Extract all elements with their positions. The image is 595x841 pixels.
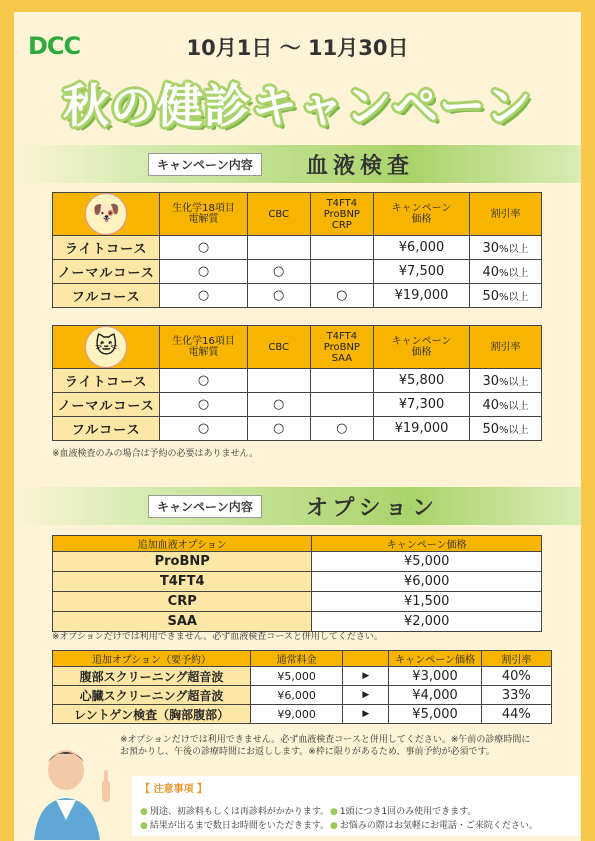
header-cell: キャンペーン 価格 [374,326,470,369]
price-cell: ¥3,000 [389,667,481,686]
section-heading-blood: 血液検査 [306,154,415,179]
price-cell: ¥5,000 [389,705,481,724]
notice-title: 【 注意事項 】 [140,784,207,795]
section-band-blood [14,145,581,183]
campaign-tag: キャンペーン内容 [148,153,262,176]
arrow-icon: ▶ [343,705,389,724]
header-cell: 生化学18項目 電解質 [160,193,247,236]
notice-item: ● お悩みの際はお気軽にお電話・ご来院ください。 [330,818,538,831]
notice-box [132,776,580,836]
table-row [53,284,542,308]
check-cell [310,393,373,417]
doctor-illustration [28,740,128,840]
notice-item: ● 結果が出るまで数日お時間をいただきます。 [140,818,329,831]
table-row [53,667,552,686]
header-cell: 割引率 [481,651,551,667]
exam-note-1: ※オプションだけでは利用できません。必ず血液検査コースと併用してください。※午前の診療時間に [120,735,531,745]
option-label: T4FT4 [53,572,312,592]
header-cell: T4FT4 ProBNP CRP [310,193,373,236]
page-title: 秋の健診キャンペーン [62,79,533,133]
rate-cell: 50%以上 [470,417,542,441]
cat-price-table [52,325,542,441]
check-cell: ○ [247,393,310,417]
option-label: SAA [53,612,312,632]
header-cell: 生化学16項目 電解質 [160,326,247,369]
header-cell: CBC [247,326,310,369]
check-cell: ○ [247,284,310,308]
blood-option-table [52,535,542,632]
table-row [53,369,542,393]
clinic-logo: DCC [28,32,81,60]
price-cell: ¥5,800 [374,369,470,393]
table-row [53,572,542,592]
header-cell: 割引率 [470,193,542,236]
price-cell: ¥19,000 [374,284,470,308]
notice-item: ● 1頭につき1回のみ使用できます。 [330,804,476,817]
section-band-option [14,487,581,525]
header-cell: T4FT4 ProBNP SAA [310,326,373,369]
header-cell: キャンペーン価格 [389,651,481,667]
exam-option-table [52,650,552,724]
price-cell: ¥6,000 [374,236,470,260]
price-cell: ¥2,000 [312,612,542,632]
price-cell: ¥19,000 [374,417,470,441]
exam-note-2: お預かりし、午後の診療時間にお返しします。※枠に限りがあるため、事前予約が必須です。 [120,747,495,757]
header-cell: キャンペーン 価格 [374,193,470,236]
option-note: ※オプションだけでは利用できません。必ず血液検査コースと併用してください。 [52,632,383,642]
price-cell: ¥1,500 [312,592,542,612]
normal-price-cell: ¥6,000 [251,686,343,705]
campaign-tag: キャンペーン内容 [148,495,262,518]
campaign-dates: 10月1日 ～ 11月30日 [186,36,409,60]
check-cell: ○ [160,417,247,441]
table-row [53,592,542,612]
rate-cell: 40% [481,667,551,686]
check-cell: ○ [247,260,310,284]
rate-cell: 30%以上 [470,369,542,393]
blood-note: ※血液検査のみの場合は予約の必要はありません。 [52,449,259,459]
check-cell: ○ [310,284,373,308]
arrow-icon: ▶ [343,686,389,705]
option-label: レントゲン検査（胸部腹部） [53,705,251,724]
check-cell: ○ [160,260,247,284]
normal-price-cell: ¥9,000 [251,705,343,724]
dog-icon: 🐶 [85,193,127,235]
check-cell [310,369,373,393]
header-cell: 通常料金 [251,651,343,667]
rate-cell: 50%以上 [470,284,542,308]
course-label: ノーマルコース [53,260,160,284]
rate-cell: 40%以上 [470,393,542,417]
check-cell: ○ [310,417,373,441]
notice-item: ● 別途、初診料もしくは再診料がかかります。 [140,804,329,817]
check-cell [247,236,310,260]
dog-price-table [52,192,542,308]
check-cell [310,260,373,284]
option-label: ProBNP [53,552,312,572]
price-cell: ¥7,500 [374,260,470,284]
flyer [14,12,581,841]
check-cell: ○ [160,393,247,417]
header-cell: 割引率 [470,326,542,369]
table-row [53,236,542,260]
course-label: フルコース [53,417,160,441]
rate-cell: 44% [481,705,551,724]
arrow-icon: ▶ [343,667,389,686]
check-cell: ○ [160,236,247,260]
table-row [53,260,542,284]
check-cell [310,236,373,260]
dog-icon-cell [53,193,160,236]
price-cell: ¥6,000 [312,572,542,592]
check-cell: ○ [160,284,247,308]
price-cell: ¥4,000 [389,686,481,705]
header-cell: 追加血液オプション [53,536,312,552]
course-label: ライトコース [53,236,160,260]
header-cell [343,651,389,667]
rate-cell: 33% [481,686,551,705]
option-label: CRP [53,592,312,612]
check-cell [247,369,310,393]
cat-icon: 🐱 [85,326,127,368]
table-row [53,417,542,441]
section-heading-option: オプション [306,496,440,521]
header-cell: 追加オプション（要予約） [53,651,251,667]
cat-icon-cell [53,326,160,369]
course-label: フルコース [53,284,160,308]
header-cell: CBC [247,193,310,236]
header-cell: キャンペーン価格 [312,536,542,552]
course-label: ライトコース [53,369,160,393]
price-cell: ¥5,000 [312,552,542,572]
course-label: ノーマルコース [53,393,160,417]
check-cell: ○ [160,369,247,393]
rate-cell: 30%以上 [470,236,542,260]
table-row [53,686,552,705]
check-cell: ○ [247,417,310,441]
table-row [53,552,542,572]
normal-price-cell: ¥5,000 [251,667,343,686]
price-cell: ¥7,300 [374,393,470,417]
option-label: 心臓スクリーニング超音波 [53,686,251,705]
option-label: 腹部スクリーニング超音波 [53,667,251,686]
table-row [53,393,542,417]
rate-cell: 40%以上 [470,260,542,284]
table-row [53,705,552,724]
